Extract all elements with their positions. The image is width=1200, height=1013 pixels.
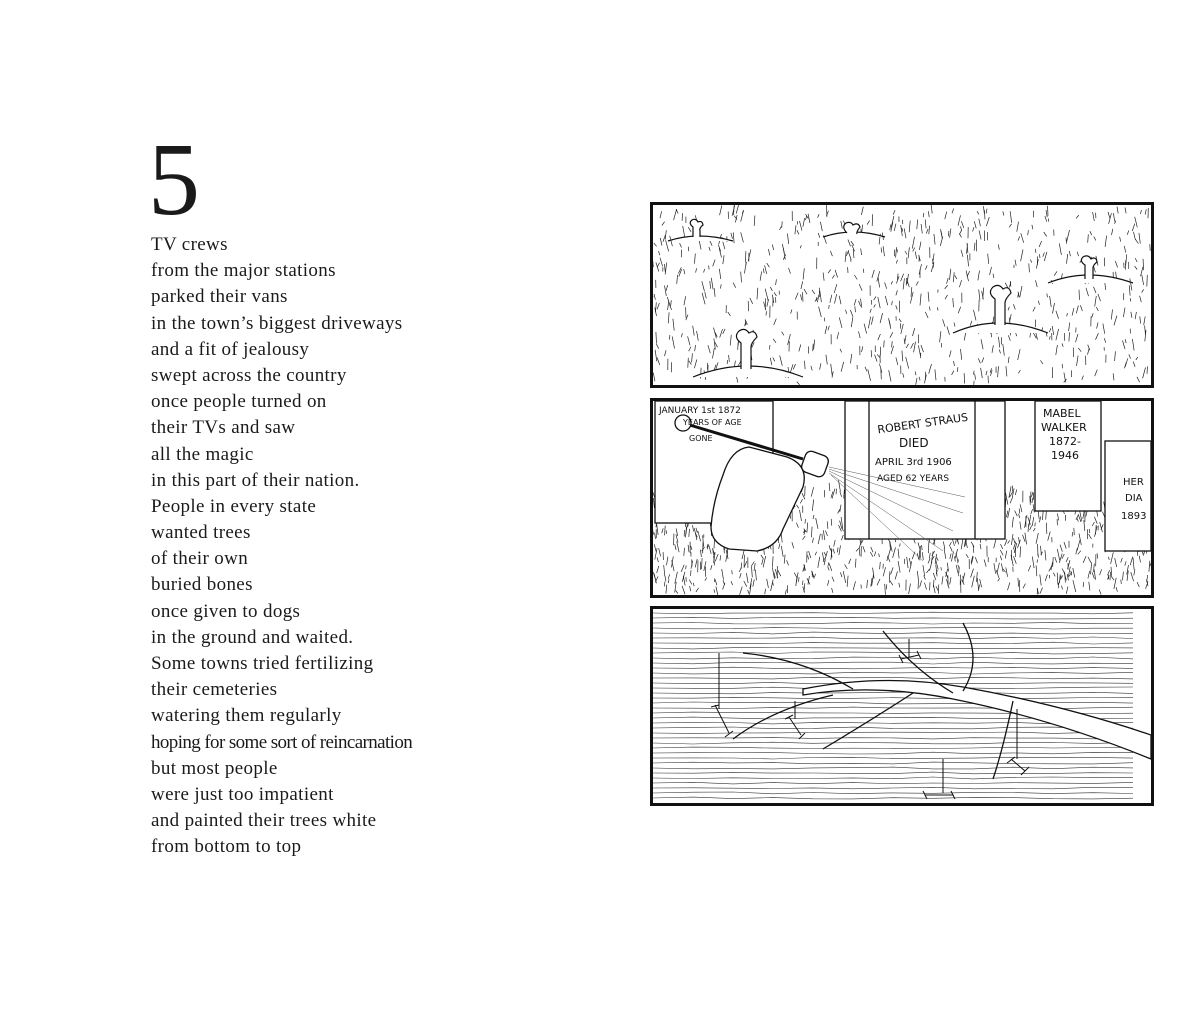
poem-line: their TVs and saw	[151, 417, 296, 439]
poem-line: Some towns tried fertilizing	[151, 653, 374, 674]
gravestone-mabel-line2: WALKER	[1041, 421, 1087, 434]
poem-line: wanted trees	[151, 522, 251, 544]
gravestone-right-line2: DIA	[1125, 493, 1143, 504]
poem-line: parked their vans	[151, 286, 288, 308]
gravestone-left-line1: JANUARY 1st 1872	[659, 406, 741, 416]
poem-line: their cemeteries	[151, 679, 278, 701]
poem-line: in the town’s biggest driveways	[151, 312, 403, 334]
poem-line: hoping for some sort of reincarnation	[151, 731, 413, 753]
poem-line: and painted their trees white	[151, 810, 377, 832]
poem-line: were just too impatient	[151, 783, 334, 805]
comic-panel-bone-branch	[650, 606, 1154, 806]
poem-text	[151, 232, 412, 861]
poem-line: but most people	[151, 757, 278, 779]
gravestone-mabel-line4: 1946	[1051, 449, 1079, 462]
gravestone-robert-line2: DIED	[899, 436, 929, 450]
poem-line: once people turned on	[151, 391, 327, 413]
gravestone-robert-line3: APRIL 3rd 1906	[875, 457, 952, 468]
gravestone-mabel-line1: MABEL	[1043, 407, 1081, 420]
poem-line: once given to dogs	[151, 600, 301, 622]
bone-field-illustration	[653, 205, 1151, 385]
poem-line: in this part of their nation.	[151, 469, 360, 491]
gravestone-left-line2: YEARS OF AGE	[683, 418, 742, 427]
poem-line: swept across the country	[151, 364, 347, 386]
comic-panel-cemetery	[650, 398, 1154, 598]
poem-line: People in every state	[151, 495, 317, 517]
poem-line: watering them regularly	[151, 705, 342, 727]
poem-line: of their own	[151, 548, 249, 570]
poem-line: from bottom to top	[151, 836, 302, 858]
gravestone-mabel-line3: 1872-	[1049, 435, 1081, 448]
poem-line: buried bones	[151, 574, 253, 596]
gravestone-right-line3: 1893	[1121, 511, 1147, 522]
chapter-number: 5	[148, 122, 198, 237]
gravestone-right-line1: HER	[1123, 477, 1144, 488]
gravestone-left-line3: GONE	[689, 434, 713, 443]
bone-branch-illustration	[653, 609, 1151, 803]
poem-line: and a fit of jealousy	[151, 338, 310, 360]
grass-strokes	[653, 205, 1150, 385]
tree-branch	[733, 623, 1151, 779]
cemetery-illustration	[653, 401, 1151, 595]
poem-line: all the magic	[151, 443, 254, 465]
buried-bones	[668, 219, 1133, 377]
gravestone-robert-line1: ROBERT STRAUS	[876, 410, 969, 437]
comic-panel-bone-field	[650, 202, 1154, 388]
gravestone-robert-line4: AGED 62 YEARS	[877, 474, 950, 484]
poem-line: TV crews	[151, 234, 228, 255]
hanging-bones	[711, 639, 1029, 799]
poem-line: from the major stations	[151, 260, 336, 282]
poem-line: in the ground and waited.	[151, 626, 354, 648]
